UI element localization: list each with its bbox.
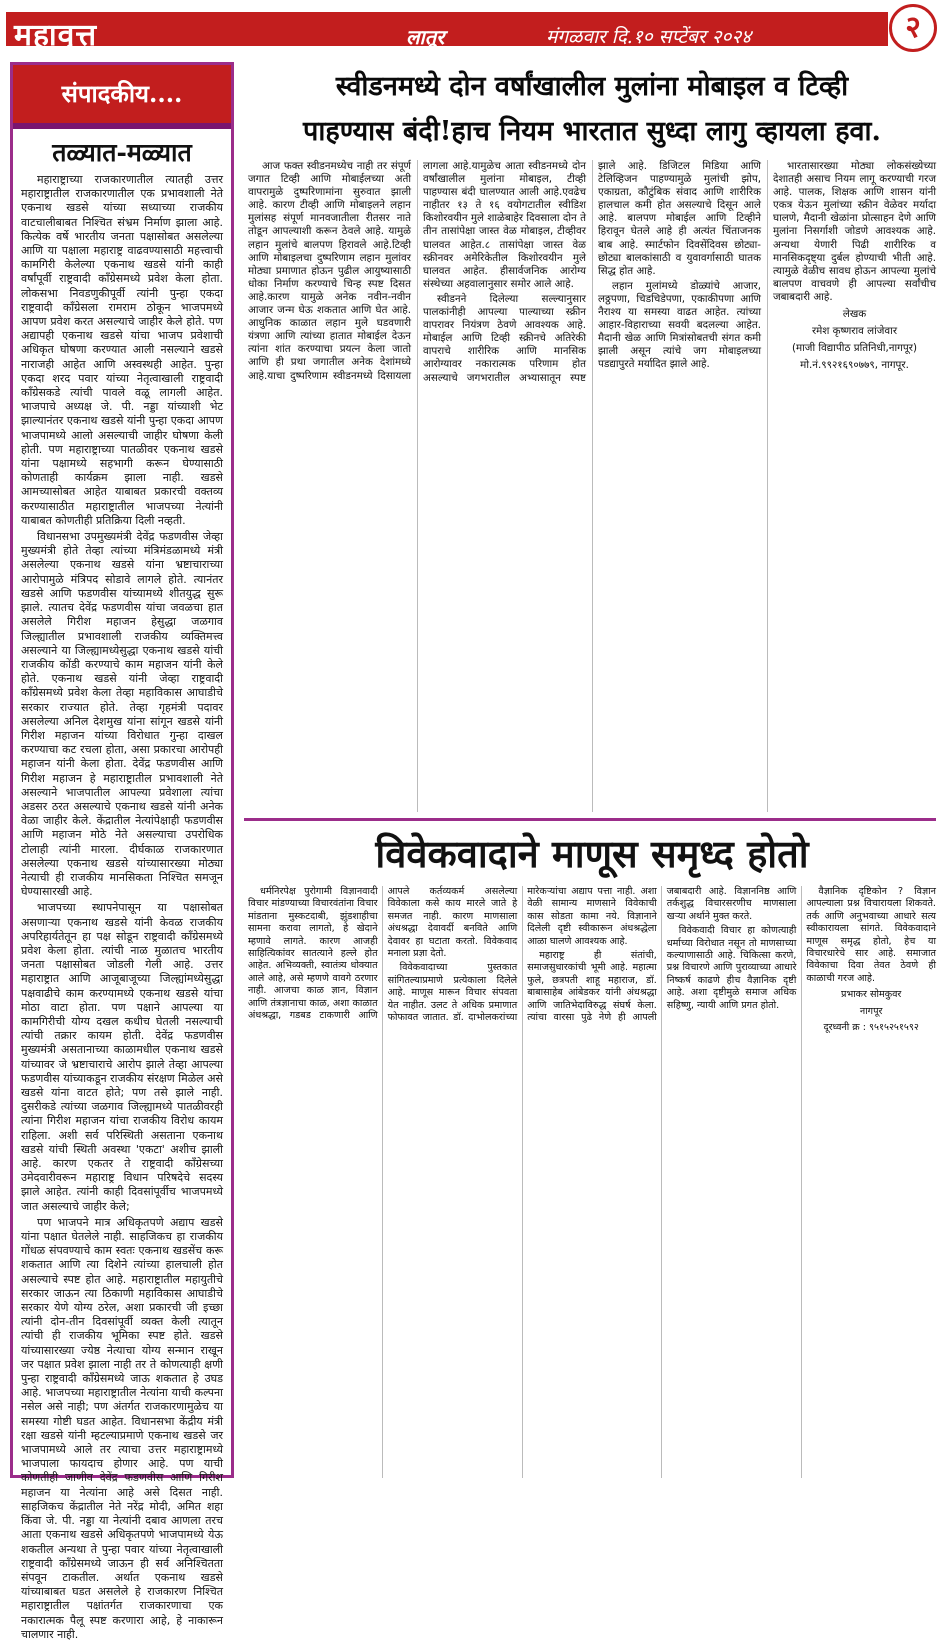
article1-body bbox=[248, 160, 936, 812]
article2-paragraph: वैज्ञानिक दृष्टिकोन ? विज्ञान आपल्याला प्रश्न विचारायला शिकवते. तर्क आणि अनुभवाच्या आधारे सत्य स्वीकारायला सांगते. विवेकवादाने माणूस समृद्ध होतो, हेच या विचारधारेचे सार आहे. समाजात विवेकाचा दिवा तेवत ठेवणे ही काळाची गरज आहे. bbox=[806, 886, 936, 984]
article1-paragraph: लहान मुलांमध्ये डोळ्यांचे आजार, लठ्ठपणा, चिडचिडेपणा, एकाकीपणा आणि नैराश्य या समस्या वाढत आहेत. त्यांच्या आहार-विहाराच्या सवयी बदलल्या आहेत. मैदानी खेळ आणि मित्रांसोबतची संगत कमी झाली असून त्यांचे जग मोबाइलच्या पडद्यापुरते मर्यादित झाले आहे. bbox=[598, 279, 761, 371]
article1-author-role: (माजी विद्यापीठ प्रतिनिधी,नागपूर) bbox=[791, 342, 918, 355]
article2-paragraph: महाराष्ट्र ही संतांची, समाजसुधारकांची भूमी आहे. महात्मा फुले, छत्रपती शाहू महाराज, डॉ. बाबासाहेब आंबेडकर यांनी अंधश्रद्धा आणि जातिभेदाविरुद्ध संघर्ष केला. त्यांचा वारसा पुढे नेणे ही आपली जबाबदारी आहे. विज्ञाननिष्ठ आणि तर्कशुद्ध विचारसरणीच माणसाला खऱ्या अर्थाने मुक्त करते. bbox=[527, 886, 797, 1024]
editorial-body bbox=[13, 173, 231, 1642]
article1-author-contact: मो.नं.९९२१६९०७७९, नागपूर. bbox=[800, 359, 909, 372]
edition-date: मंगळवार दि.१० सप्टेंबर २०२४ bbox=[546, 26, 752, 48]
article1-headline-line: पाहण्यास बंदी!हाच नियम भारतात सुध्दा लागु व्हायला हवा. bbox=[303, 116, 881, 147]
page-number: २ bbox=[889, 4, 937, 52]
article2-author-phone: दूरध्वनी क्र : ९५१५२५१५९२ bbox=[823, 1022, 919, 1034]
article2-paragraph: विवेकवादाच्या पुस्तकात सांगितल्याप्रमाणे प्रत्येकाला दिलेले आहे. माणूस मारून विचार संपवता येत नाहीत. उलट ते अधिक प्रमाणात फोफावत जातात. डॉ. दाभोलकरांच्या मारेकऱ्यांचा अद्याप पत्ता नाही. अशा वेळी सामान्य माणसाने विवेकाची कास सोडता कामा नये. विज्ञानाने दिलेली दृष्टी स्वीकारून अंधश्रद्धेला आळा घालणे आवश्यक आहे. bbox=[387, 886, 657, 1024]
editorial-paragraph: विधानसभा उपमुख्यमंत्री देवेंद्र फडणवीस जेव्हा मुख्यमंत्री होते तेव्हा त्यांच्या मंत्रिमंडळामध्ये मंत्री असलेल्या एकनाथ खडसे यांना भ्रष्टाचाराच्या आरोपामुळे मंत्रिपद सोडावे लागले होते. त्यानंतर खडसे आणि फडणवीस यांच्यामध्ये शीतयुद्ध सुरू झाले. त्यातच देवेंद्र फडणवीस यांचा जवळचा हात असलेले गिरीश महाजन हेसुद्धा जळगाव जिल्ह्यातील प्रभावशाली राजकीय व्यक्तिमत्त्व असल्याने या जिल्ह्यामध्येसुद्धा एकनाथ खडसे यांची राजकीय कोंडी करण्याचे काम महाजन यांनी केले होते. एकनाथ खडसे यांनी जेव्हा राष्ट्रवादी काँग्रेसमध्ये प्रवेश केला तेव्हा महाविकास आघाडीचे सरकार राज्यात होते. तेव्हा गृहमंत्री पदावर असलेल्या अनिल देशमुख यांना सांगून खडसे यांनी गिरीश महाजन यांच्या विरोधात गुन्हा दाखल करण्याचा कट रचला होता, असा प्रकारचा आरोपही महाजन यांनी केला होता. देवेंद्र फडणवीस आणि गिरीश महाजन हे महाराष्ट्रातील प्रभावशाली नेते असल्याने भाजपातील आपल्या प्रवेशाला त्यांचा अडसर ठरत असल्याचे एकनाथ खडसे यांनी अनेक वेळा जाहीर केले. केंद्रातील नेत्यांपेक्षाही फडणवीस आणि महाजन मोठे नेते असल्याचा उपरोधिक टोलाही त्यांनी मारला. दीर्घकाळ राजकारणात असलेल्या एकनाथ खडसे यांच्यासारख्या मोठ्या नेत्याची ही राजकीय मानसिकता निश्चित समजून घेण्यासारखी आहे. bbox=[21, 530, 223, 899]
article2-body bbox=[248, 886, 936, 1478]
editorial-paragraph: महाराष्ट्राच्या राजकारणातील त्यातही उत्तर महाराष्ट्रातील राजकारणातील एक प्रभावशाली नेते एकनाथ खडसे यांच्या सध्याच्या राजकीय वाटचालीबाबत निश्चित संभ्रम निर्माण झाला आहे. कित्येक वर्षे भारतीय जनता पक्षासोबत असलेल्या आणि या पक्षाला महाराष्ट्र वाढवण्यासाठी महत्त्वाची कामगिरी केलेल्या एकनाथ खडसे यांनी काही वर्षांपूर्वी राष्ट्रवादी काँग्रेसमध्ये प्रवेश केला होता. लोकसभा निवडणुकीपूर्वी त्यांनी पुन्हा एकदा राष्ट्रवादी काँग्रेसला रामराम ठोकून भाजपमध्ये आपण प्रवेश करत असल्याचे जाहीर केले होते. पण अद्यापही एकनाथ खडसे यांचा भाजप प्रवेशाची अधिकृत घोषणा करण्यात आली नसल्याने खडसे नाराजही आहेत आणि अस्वस्थही आहेत. पुन्हा एकदा शरद पवार यांच्या नेतृत्वाखाली राष्ट्रवादी काँग्रेसकडे त्यांची पावले वळू लागली आहेत. भाजपाचे अध्यक्ष जे. पी. नड्डा यांच्याशी भेट झाल्यानंतर एकनाथ खडसे यांनी पुन्हा एकदा आपण भाजपामध्ये आलो असल्याची जाहीर घोषणा केली होती. पण महाराष्ट्राच्या पातळीवर एकनाथ खडसे यांना पक्षामध्ये सहभागी करून घेण्यासाठी कोणताही कार्यक्रम झाला नाही. खडसे आमच्यासोबत आहेत याबाबत प्रकारची वक्तव्य करण्यासाठीत महाराष्ट्रातील भाजपच्या नेत्यांनी याबाबत कोणतीही प्रतिक्रिया दिली नव्हती. bbox=[21, 173, 223, 527]
article1-paragraph: भारतासारख्या मोठ्या लोकसंख्येच्या देशातही असाच नियम लागू करण्याची गरज आहे. पालक, शिक्षक आणि शासन यांनी एकत्र येऊन मुलांच्या स्क्रीन वेळेवर मर्यादा घालणे, मैदानी खेळांना प्रोत्साहन देणे आणि मुलांना निसर्गाशी जोडणे आवश्यक आहे. अन्यथा येणारी पिढी शारीरिक व मानसिकदृष्ट्या दुर्बल होण्याची भीती आहे. त्यामुळे वेळीच सावध होऊन आपल्या मुलांचे बालपण वाचवणे ही आपल्या सर्वांचीच जबाबदारी आहे. bbox=[773, 160, 936, 303]
newspaper-logo: महावृत्त bbox=[14, 18, 98, 53]
article1-headline bbox=[248, 64, 936, 154]
article2-paragraph: धर्मनिरपेक्ष पुरोगामी विज्ञानवादी विचार मांडण्याच्या विचारवंतांना विचार मांडताना मुस्कटदाबी, झुंडशाहीचा सामना करावा लागतो, हे खेदाने म्हणावे लागते. कारण आजही साहित्यिकांवर सातत्याने हल्ले होत आहेत. अभिव्यक्ती, स्वातंत्र्य धोक्यात आले आहे, असे म्हणणे वावगे ठरणार नाही. आजचा काळ ज्ञान, विज्ञान आणि तंत्रज्ञानाचा काळ, अशा काळात अंधश्रद्धा, गडबड टाकणारी आणि आपले कर्तव्यकर्म असलेल्या विवेकाला कसे काय मारले जाते हे समजत नाही. कारण माणसाला अंधश्रद्धा देवावर्दी बनविते आणि देवावर हा घटाता करतो. विवेकवाद मनाला प्रज्ञा देतो. bbox=[248, 886, 518, 1022]
editorial-title: तळ्यात-मळ्यात bbox=[52, 138, 192, 167]
article1-headline-line: स्वीडनमध्ये दोन वर्षांखालील मुलांना मोबाइल व टिव्ही bbox=[335, 71, 849, 102]
article2-paragraph: विवेकवादी विचार हा कोणत्याही धर्माच्या विरोधात नसून तो माणसाच्या कल्याणासाठी आहे. चिकित्सा करणे, प्रश्न विचारणे आणि पुराव्याच्या आधारे निष्कर्ष काढणे हीच वैज्ञानिक दृष्टी आहे. अशा दृष्टीमुळे समाज अधिक सहिष्णु, न्यायी आणि प्रगत होतो. bbox=[666, 925, 797, 1011]
editorial-column bbox=[10, 62, 234, 1641]
article2-author-city: नागपूर bbox=[859, 1005, 883, 1017]
article2-headline: विवेकवादाने माणूस समृध्द होतो bbox=[375, 831, 809, 876]
editorial-paragraph: भाजपच्या स्थापनेपासून या पक्षासोबत असणाऱ्या एकनाथ खडसे यांनी केवळ राजकीय अपरिहार्यतेतून हा पक्ष सोडून राष्ट्रवादी काँग्रेसमध्ये प्रवेश केला होता. त्यांची नाळ मुळातच भारतीय जनता पक्षासोबत जोडली गेली आहे. उत्तर महाराष्ट्रात आणि आजूबाजूच्या जिल्ह्यांमध्येसुद्धा पक्षवाढीचे काम करण्यामध्ये एकनाथ खडसे यांचा मोठा वाटा होता. पण पक्षाने आपल्या या कामगिरीची योग्य दखल कधीच घेतली नसल्याची त्यांची तक्रार कायम होती. देवेंद्र फडणवीस मुख्यमंत्री असतानाच्या काळामधील एकनाथ खडसे यांच्यावर जे भ्रष्टाचाराचे आरोप झाले तेव्हा आपल्या फडणवीस यांच्याकडून राजकीय संरक्षण मिळेल असे खडसे यांना वाटत होते; पण तसे झाले नाही. दुसरीकडे त्यांच्या जळगाव जिल्ह्यामध्ये पातळीवरही त्यांना गिरीश महाजन यांचा राजकीय विरोध कायम राहिला. अशी सर्व परिस्थिती असताना एकनाथ खडसे यांची स्थिती अवस्था 'एकटा' अशीच झाली आहे. कारण एकतर ते राष्ट्रवादी काँग्रेसच्या उमेदवारीवरून महाराष्ट्र विधान परिषदेचे सदस्य झाले आहेत. त्यांनी काही दिवसांपूर्वीच भाजपमध्ये जात असल्याचे जाहीर केले; bbox=[21, 901, 223, 1213]
article1-paragraph: आज फक्त स्वीडनमध्येच नाही तर संपूर्ण जगात टिव्ही आणि मोबाईलच्या अती वापरामुळे दुष्परिणामांना सुरुवात झाली आहे. कारण टीव्ही आणि मोबाइलने लहान मुलांसह संपूर्ण मानवजातीला रीतसर नाते तोडून आपल्याशी करून ठेवले आहे. यामुळे लहान मुलांचे बालपण हिरावले आहे.टिव्ही आणि मोबाइलचा दुष्परिणाम लहान मुलांवर मोठ्या प्रमाणात होऊन पुढील आयुष्यासाठी धोका निर्माण करण्याचे चिन्ह स्पष्ट दिसत आहे.कारण यामुळे अनेक नवीन-नवीन आजार जन्म घेऊ शकतात आणि घेत आहे. आधुनिक काळात लहान मुले घडवणारी यंत्रणा आणि त्यांच्या हातात मोबाईल देऊन त्यांना शांत करण्याचा प्रयत्न केला जातो आणि ही प्रथा जगातील अनेक देशांमध्ये आहे.याचा दुष्परिणाम स्वीडनमध्ये दिसायला लागला आहे.यामुळेच आता स्वीडनमध्ये दोन वर्षांखालील मुलांना मोबाइल, टीव्ही पाहण्यास बंदी घालण्यात आली आहे.एवढेच नाहीतर १३ ते १६ वयोगटातील स्वीडिश किशोरवयीन मुले शाळेबाहेर दिवसाला दोन ते तीन तासांपेक्षा जास्त वेळ मोबाइल, टीव्हीवर घालवत आहेत.८ तासांपेक्षा जास्त वेळ स्क्रीनवर अमेरिकेतील किशोरवयीन मुले घालवत आहेत. हीसार्वजनिक आरोग्य संस्थेच्या अहवालानुसार समोर आले आहे. bbox=[248, 160, 586, 382]
article2-author-name: प्रभाकर सोमकुवर bbox=[840, 989, 902, 1001]
masthead-bar bbox=[6, 12, 888, 53]
section-divider bbox=[244, 818, 936, 821]
editorial-label: संपादकीय.... bbox=[13, 65, 231, 129]
article1-signature-label: लेखक bbox=[842, 308, 867, 321]
masthead bbox=[6, 4, 939, 54]
article1-paragraph: स्वीडनने दिलेल्या सल्ल्यानुसार पालकांनीही आपल्या पाल्याच्या स्क्रीन वापरावर नियंत्रण ठेवणे आवश्यक आहे. मोबाईल आणि टिव्ही स्क्रीनचे अतिरेकी वापराचे शारीरिक आणि मानसिक आरोग्यावर नकारात्मक परिणाम होत असल्याचे जगभरातील अभ्यासातून स्पष्ट झाले आहे. डिजिटल मिडिया आणि टेलिव्हिजन पाहण्यामुळे मुलांची झोप, एकाग्रता, कौटुंबिक संवाद आणि शारीरिक हालचाल कमी होत असल्याचे दिसून आले आहे. बालपण मोबाईल आणि टिव्हीने हिरावून घेतले आहे ही अत्यंत चिंताजनक बाब आहे. स्मार्टफोन दिवसेंदिवस छोट्या-छोट्या बालकांसाठी व युवावर्गासाठी घातक सिद्ध होत आहे. bbox=[423, 160, 761, 384]
edition-city: लातूर bbox=[406, 25, 445, 49]
editorial-paragraph: पण भाजपने मात्र अधिकृतपणे अद्याप खडसे यांना पक्षात घेतलेले नाही. साहजिकच हा राजकीय गोंधळ संपवण्याचे काम स्वतः एकनाथ खडसेंच करू शकतात आणि त्या दिशेने त्यांच्या हालचाली होत असल्याचे स्पष्ट होत आहे. महाराष्ट्रातील महायुतीचे सरकार जाऊन त्या ठिकाणी महाविकास आघाडीचे सरकार येणे योग्य ठरेल, अशा प्रकारची जी इच्छा त्यांनी दोन-तीन दिवसांपूर्वी व्यक्त केली त्यातून त्यांची ही राजकीय भूमिका स्पष्ट होते. खडसे यांच्यासारख्या ज्येष्ठ नेत्याचा योग्य सन्मान राखून जर पक्षात प्रवेश झाला नाही तर ते कोणत्याही क्षणी पुन्हा राष्ट्रवादी काँग्रेसमध्ये जाऊ शकतात हे उघड आहे. भाजपच्या महाराष्ट्रातील नेत्यांना याची कल्पना नसेल असे नाही; पण अंतर्गत राजकारणामुळेच या समस्या गोष्टी घडत आहेत. विधानसभा केंद्रीय मंत्री रक्षा खडसे यांनी म्हटल्याप्रमाणे एकनाथ खडसे जर भाजपामध्ये आले तर त्याचा उत्तर महाराष्ट्रामध्ये भाजपाला फायदाच होणार आहे. पण याची कोणतीही जाणीव देवेंद्र फडणवीस आणि गिरीश महाजन या नेत्यांना आहे असे दिसत नाही. साहजिकच केंद्रातील नेते नरेंद्र मोदी, अमित शहा किंवा जे. पी. नड्डा या नेत्यांनी दबाव आणला तरच आता एकनाथ खडसे अधिकृतपणे भाजपामध्ये येऊ शकतील अन्यथा ते पुन्हा पवार यांच्या नेतृत्वाखाली राष्ट्रवादी काँग्रेसमध्ये जाऊन ही सर्व अनिश्चितता संपवून टाकतील. अर्थात एकनाथ खडसे यांच्याबाबत घडत असलेले हे राजकारण निश्चित महाराष्ट्रातील पक्षांतर्गत राजकारणाचा एक नकारात्मक पैलू स्पष्ट करणारा आहे, हे नाकारून चालणार नाही. bbox=[21, 1215, 223, 1641]
article1-author-name: रमेश कृष्णराव लांजेवार bbox=[811, 325, 898, 338]
